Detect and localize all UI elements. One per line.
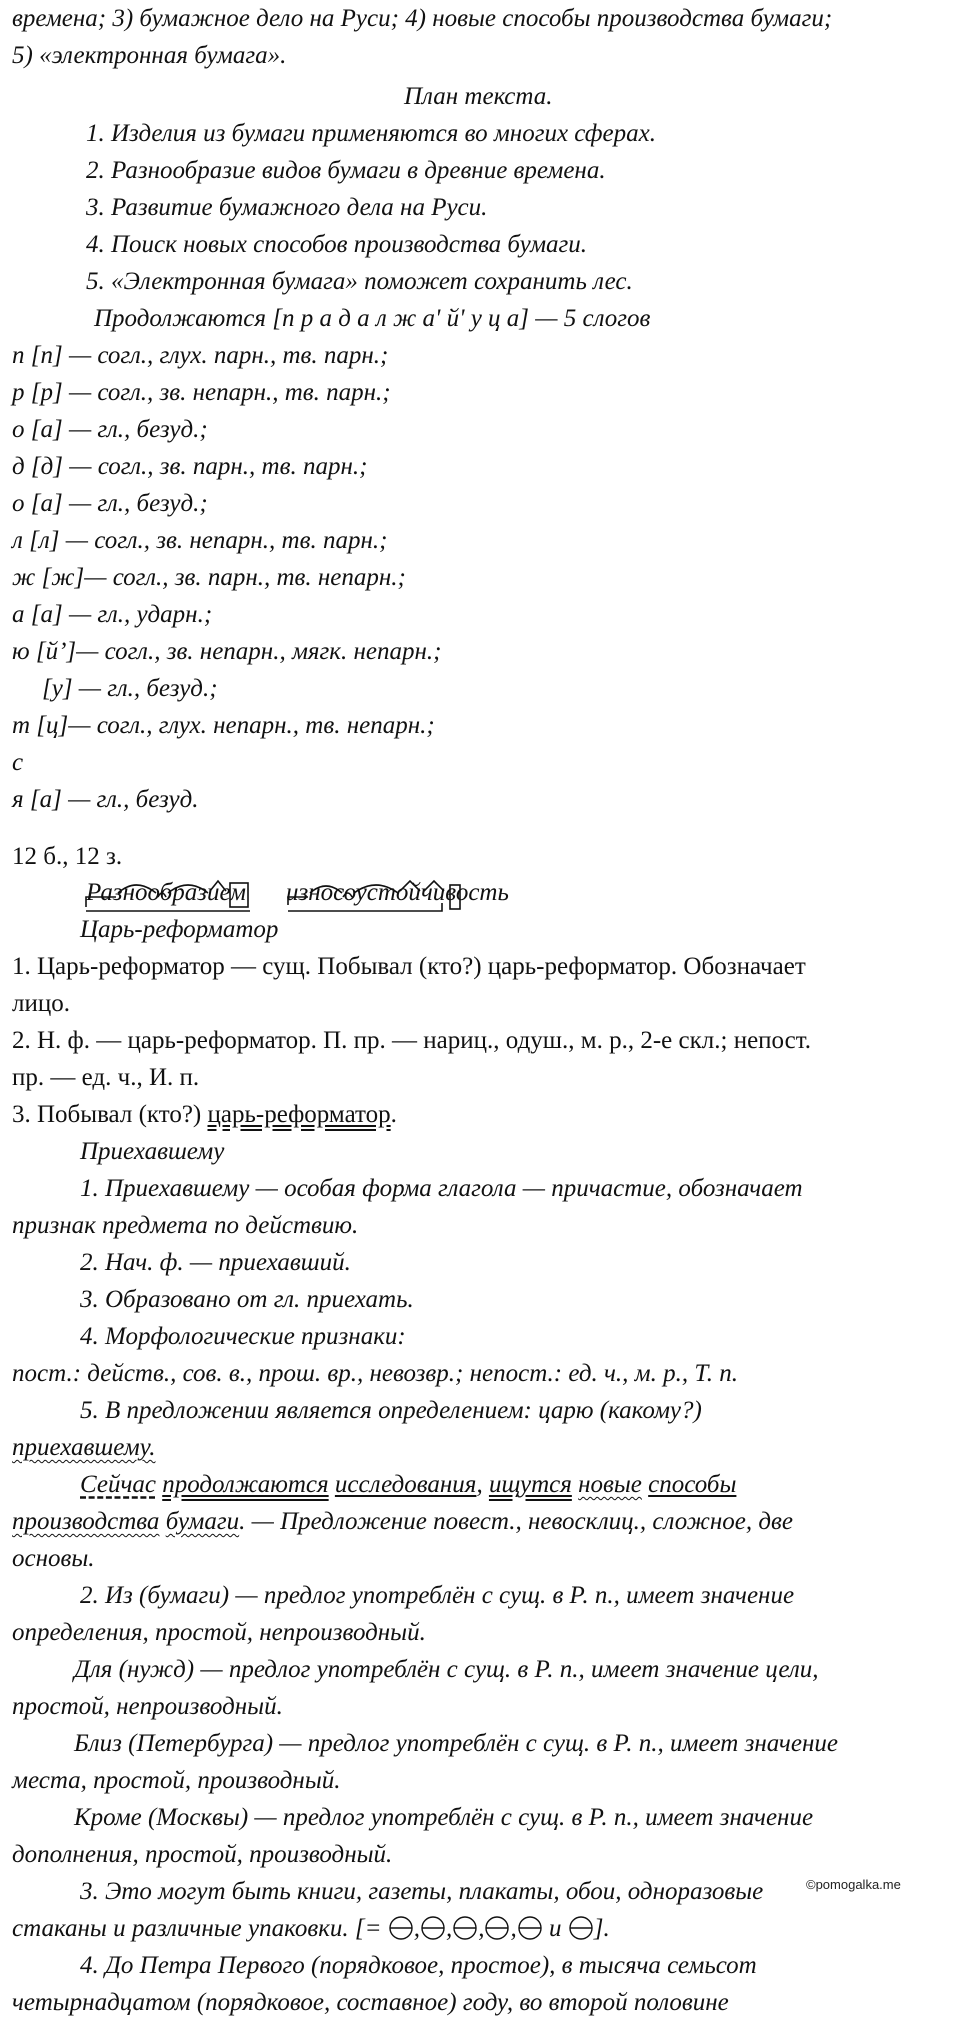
phonetic-row: о [а] — гл., безуд.;: [12, 416, 208, 443]
phonetic-row: п [п] — согл., глух. парн., тв. парн.;: [12, 342, 389, 369]
noun-heading: Царь-реформатор: [80, 916, 279, 943]
morphemic-marks: [80, 875, 600, 915]
morphemic-word-1: Разнообразием: [86, 879, 246, 906]
noun-line-5-post: .: [390, 1101, 397, 1128]
plan-item: 4. Поиск новых способов производства бумаги.: [86, 231, 588, 258]
phonetic-row: [у] — гл., безуд.;: [42, 675, 218, 702]
phonetic-row: р [р] — согл., зв. непарн., тв. парн.;: [12, 379, 391, 406]
homogeneous-line-1: 3. Это могут быть книги, газеты, плакаты, обои, одноразовые: [80, 1878, 764, 1905]
subject-word: царь-реформатор: [207, 1101, 391, 1128]
plan-item: 5. «Электронная бумага» поможет сохранить лес.: [86, 268, 633, 295]
root-arc: [118, 885, 156, 893]
phonetic-heading: Продолжаются [п р а д а л ж а' й' у ц а] — 5 слогов: [94, 305, 651, 332]
sep: ,: [445, 1915, 453, 1942]
intro-line-2: 5) «электронная бумага».: [12, 42, 287, 69]
word-subject: исследования: [334, 1471, 477, 1498]
word-predicate: продолжаются: [162, 1471, 329, 1498]
noun-line-4: пр. — ед. ч., И. п.: [12, 1064, 200, 1091]
member-circle-icon: [452, 1916, 478, 1940]
plan-item: 2. Разнообразие видов бумаги в древние времена.: [86, 157, 606, 184]
root-arc: [354, 885, 398, 893]
member-circle-icon: [568, 1916, 594, 1940]
preposition-line: 2. Из (бумаги) — предлог употреблён с сущ. в Р. п., имеет значение: [80, 1582, 795, 1609]
suffix-mark: [210, 881, 226, 891]
homogeneous-line-2: [12, 1914, 610, 1944]
noun-line-1: 1. Царь-реформатор — сущ. Побывал (кто?) царь-реформатор. Обозначает: [12, 953, 806, 980]
preposition-line: Кроме (Москвы) — предлог употреблён с сущ. в Р. п., имеет значение: [74, 1804, 814, 1831]
word-attribute: производства: [12, 1508, 160, 1535]
phonetic-row: ю [й’]— согл., зв. непарн., мягк. непарн.;: [12, 638, 442, 665]
member-circle-icon: [484, 1916, 510, 1940]
root-arc: [168, 885, 208, 893]
noun-line-2: лицо.: [12, 990, 70, 1017]
sentence-line-3: основы.: [12, 1545, 95, 1572]
phonetic-row: с: [12, 749, 24, 776]
connector-arc: [343, 893, 352, 897]
phonetic-row: ж [ж]— согл., зв. парн., тв. непарн.;: [12, 564, 406, 591]
phonetic-row: я [а] — гл., безуд.: [12, 786, 199, 813]
watermark: ©pomogalka.me: [806, 1877, 901, 1892]
numerals-line-1: 4. До Петра Первого (порядковое, простое), в тысяча семьсот: [80, 1952, 757, 1979]
sep: ,: [413, 1915, 420, 1942]
phonetic-row: л [л] — согл., зв. непарн., тв. парн.;: [12, 527, 388, 554]
noun-line-5-pre: 3. Побывал (кто?): [12, 1101, 208, 1128]
prefix-mark: [86, 897, 116, 907]
sentence-line-1: [80, 1470, 736, 1500]
member-circle-icon: [420, 1916, 446, 1940]
preposition-line: дополнения, простой, производный.: [12, 1841, 393, 1868]
plan-item: 3. Развитие бумажного дела на Руси.: [86, 194, 488, 221]
participle-line-2: признак предмета по действию.: [12, 1212, 359, 1239]
participle-line-3: 2. Нач. ф. — приехавший.: [80, 1249, 351, 1276]
word-subject: способы: [648, 1471, 737, 1498]
ending-box: [450, 885, 460, 909]
preposition-line: определения, простой, непроизводный.: [12, 1619, 426, 1646]
phonetic-row: т [ц]— согл., глух. непарн., тв. непарн.;: [12, 712, 435, 739]
preposition-line: места, простой, производный.: [12, 1767, 341, 1794]
member-circle-icon: [517, 1916, 543, 1940]
preposition-line: Для (нужд) — предлог употреблён с сущ. в Р. п., имеет значение цели,: [74, 1656, 819, 1683]
ending-box: [230, 883, 248, 907]
suffix-mark: [400, 881, 420, 891]
noun-line-3: 2. Н. ф. — царь-реформатор. П. пр. — нариц., одуш., м. р., 2-е скл.; непост.: [12, 1027, 812, 1054]
participle-line-6: пост.: действ., сов. в., прош. вр., невозвр.; непост.: ед. ч., м. р., Т. п.: [12, 1360, 738, 1387]
word-attribute: новые: [578, 1471, 642, 1498]
sep: ,: [510, 1915, 517, 1942]
sep: ,: [478, 1915, 485, 1942]
phonetic-row: д [д] — согл., зв. парн., тв. парн.;: [12, 453, 368, 480]
member-circle-icon: [388, 1916, 414, 1940]
participle-line-4: 3. Образовано от гл. приехать.: [80, 1286, 414, 1313]
participle-line-7: 5. В предложении является определением: царю (какому?): [80, 1397, 702, 1424]
word-attribute: бумаги: [165, 1508, 240, 1535]
sentence-tail: . — Предложение повест., невосклиц., сложное, две: [239, 1508, 793, 1535]
intro-line-1: времена; 3) бумажное дело на Руси; 4) новые способы производства бумаги;: [12, 5, 833, 32]
plan-item: 1. Изделия из бумаги применяются во многих сферах.: [86, 120, 656, 147]
phonetic-row: о [а] — гл., безуд.;: [12, 490, 208, 517]
preposition-line: Близ (Петербурга) — предлог употреблён с сущ. в Р. п., имеет значение: [74, 1730, 838, 1757]
word-predicate: ищутся: [488, 1471, 572, 1498]
homogeneous-pre: стаканы и различные упаковки. [=: [12, 1915, 388, 1942]
homogeneous-post: ].: [593, 1915, 610, 1942]
root-arc: [310, 886, 342, 893]
prefix-mark: [288, 897, 308, 905]
word-adverbial: Сейчас: [80, 1471, 156, 1498]
sentence-line-2: [12, 1507, 793, 1537]
numerals-line-2: четырнадцатом (порядковое, составное) году, во второй половине: [12, 1989, 729, 2016]
participle-heading: Приехавшему: [80, 1138, 225, 1165]
connector-arc: [158, 893, 166, 897]
suffix-mark: [424, 881, 444, 891]
plan-title: План текста.: [404, 83, 553, 110]
stem-line: [288, 903, 442, 911]
participle-line-5: 4. Морфологические признаки:: [80, 1323, 406, 1350]
phonetic-row: а [а] — гл., ударн.;: [12, 601, 213, 628]
phonetic-summary: 12 б., 12 з.: [12, 843, 123, 870]
preposition-line: простой, непроизводный.: [12, 1693, 283, 1720]
noun-line-5: [12, 1100, 397, 1130]
participle-line-1: 1. Приехавшему — особая форма глагола — причастие, обозначает: [80, 1175, 803, 1202]
morphemic-word-2: износоустойчивость: [286, 879, 509, 906]
participle-line-8: приехавшему.: [12, 1434, 156, 1461]
comma: ,: [476, 1471, 483, 1498]
conjunction: и: [542, 1915, 568, 1942]
